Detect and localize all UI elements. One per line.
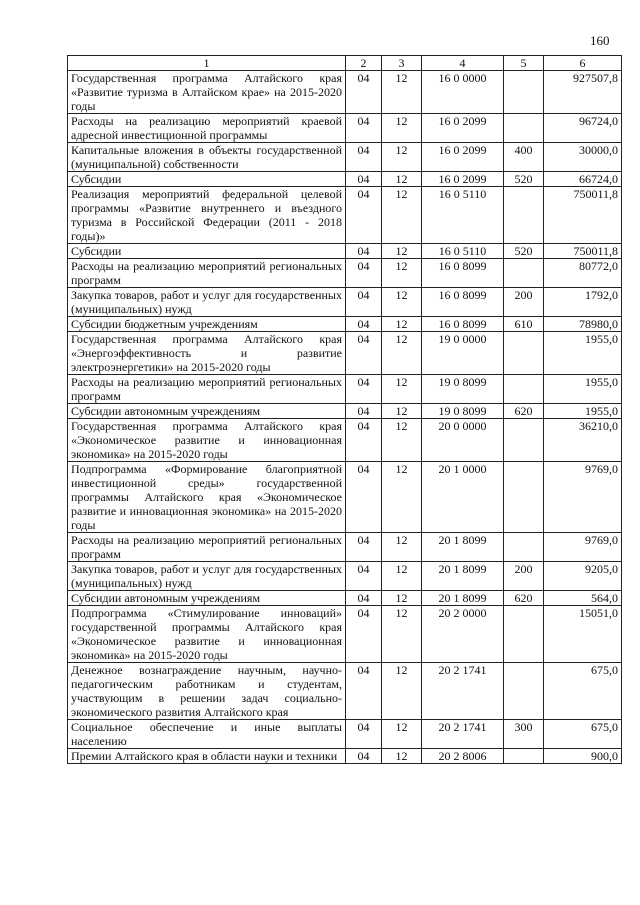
section-code-cell: 04 [346,375,382,404]
target-article-cell: 16 0 5110 [422,244,504,259]
expense-type-cell [504,332,544,375]
budget-table [67,55,622,764]
section-code-cell: 04 [346,462,382,533]
target-article-cell: 16 0 5110 [422,187,504,244]
section-code-cell: 04 [346,172,382,187]
table-row [68,187,622,244]
target-article-cell: 20 1 8099 [422,591,504,606]
target-article-cell: 20 2 1741 [422,663,504,720]
subsection-code-cell: 12 [382,317,422,332]
expense-type-cell [504,114,544,143]
subsection-code-cell: 12 [382,591,422,606]
amount-cell: 96724,0 [544,114,622,143]
expense-type-cell [504,533,544,562]
item-name-cell: Субсидии [68,244,346,259]
target-article-cell: 16 0 0000 [422,71,504,114]
item-name-cell: Денежное вознаграждение научным, научно-педагогическим работникам и студентам, участвующим в решении задач социально-экономического развития Алтайского края [68,663,346,720]
section-code-cell: 04 [346,533,382,562]
amount-cell: 36210,0 [544,419,622,462]
table-row [68,462,622,533]
amount-cell: 675,0 [544,663,622,720]
section-code-cell: 04 [346,591,382,606]
section-code-cell: 04 [346,288,382,317]
table-row [68,375,622,404]
item-name-cell: Капитальные вложения в объекты государственной (муниципальной) собственности [68,143,346,172]
table-row [68,562,622,591]
item-name-cell: Расходы на реализацию мероприятий региональных программ [68,533,346,562]
section-code-cell: 04 [346,663,382,720]
expense-type-cell [504,419,544,462]
table-row [68,663,622,720]
expense-type-cell: 610 [504,317,544,332]
subsection-code-cell: 12 [382,606,422,663]
column-header: 6 [544,56,622,71]
section-code-cell: 04 [346,562,382,591]
table-header-row [68,56,622,71]
table-row [68,606,622,663]
amount-cell: 900,0 [544,749,622,764]
amount-cell: 30000,0 [544,143,622,172]
amount-cell: 750011,8 [544,244,622,259]
target-article-cell: 20 1 8099 [422,533,504,562]
target-article-cell: 16 0 8099 [422,317,504,332]
subsection-code-cell: 12 [382,749,422,764]
subsection-code-cell: 12 [382,143,422,172]
table-row [68,332,622,375]
column-header: 1 [68,56,346,71]
table-row [68,749,622,764]
amount-cell: 564,0 [544,591,622,606]
subsection-code-cell: 12 [382,332,422,375]
table-row [68,71,622,114]
target-article-cell: 20 0 0000 [422,419,504,462]
expense-type-cell [504,606,544,663]
section-code-cell: 04 [346,259,382,288]
table-row [68,114,622,143]
target-article-cell: 20 2 0000 [422,606,504,663]
item-name-cell: Подпрограмма «Стимулирование инноваций» государственной программы Алтайского края «Экономическое развитие и инновационная экономика» на 2015-2020 годы [68,606,346,663]
item-name-cell: Закупка товаров, работ и услуг для государственных (муниципальных) нужд [68,288,346,317]
table-row [68,172,622,187]
subsection-code-cell: 12 [382,404,422,419]
column-header: 4 [422,56,504,71]
item-name-cell: Субсидии автономным учреждениям [68,591,346,606]
item-name-cell: Субсидии [68,172,346,187]
section-code-cell: 04 [346,244,382,259]
subsection-code-cell: 12 [382,462,422,533]
subsection-code-cell: 12 [382,375,422,404]
item-name-cell: Расходы на реализацию мероприятий региональных программ [68,375,346,404]
amount-cell: 1792,0 [544,288,622,317]
target-article-cell: 16 0 2099 [422,114,504,143]
section-code-cell: 04 [346,114,382,143]
subsection-code-cell: 12 [382,259,422,288]
expense-type-cell [504,462,544,533]
expense-type-cell: 520 [504,172,544,187]
expense-type-cell: 620 [504,591,544,606]
table-row [68,720,622,749]
subsection-code-cell: 12 [382,187,422,244]
table-row [68,419,622,462]
section-code-cell: 04 [346,749,382,764]
section-code-cell: 04 [346,143,382,172]
target-article-cell: 16 0 8099 [422,259,504,288]
subsection-code-cell: 12 [382,533,422,562]
target-article-cell: 16 0 2099 [422,143,504,172]
subsection-code-cell: 12 [382,288,422,317]
amount-cell: 1955,0 [544,332,622,375]
table-row [68,317,622,332]
amount-cell: 1955,0 [544,404,622,419]
amount-cell: 66724,0 [544,172,622,187]
expense-type-cell: 520 [504,244,544,259]
table-row [68,244,622,259]
page-number: 160 [590,33,610,48]
subsection-code-cell: 12 [382,562,422,591]
item-name-cell: Социальное обеспечение и иные выплаты населению [68,720,346,749]
expense-type-cell [504,259,544,288]
section-code-cell: 04 [346,419,382,462]
item-name-cell: Государственная программа Алтайского края «Экономическое развитие и инновационная экономика» на 2015-2020 годы [68,419,346,462]
target-article-cell: 20 2 1741 [422,720,504,749]
item-name-cell: Государственная программа Алтайского края «Энергоэффективность и развитие электроэнергетики» на 2015-2020 годы [68,332,346,375]
section-code-cell: 04 [346,187,382,244]
section-code-cell: 04 [346,317,382,332]
expense-type-cell [504,663,544,720]
expense-type-cell [504,749,544,764]
amount-cell: 9769,0 [544,462,622,533]
target-article-cell: 20 2 8006 [422,749,504,764]
expense-type-cell [504,375,544,404]
section-code-cell: 04 [346,332,382,375]
item-name-cell: Субсидии бюджетным учреждениям [68,317,346,332]
amount-cell: 750011,8 [544,187,622,244]
table-row [68,259,622,288]
target-article-cell: 20 1 0000 [422,462,504,533]
item-name-cell: Премии Алтайского края в области науки и техники [68,749,346,764]
amount-cell: 78980,0 [544,317,622,332]
target-article-cell: 16 0 2099 [422,172,504,187]
item-name-cell: Реализация мероприятий федеральной целевой программы «Развитие внутреннего и въездного туризма в Российской Федерации (2011 - 2018 годы)» [68,187,346,244]
amount-cell: 80772,0 [544,259,622,288]
table-body [68,71,622,764]
expense-type-cell: 300 [504,720,544,749]
expense-type-cell: 200 [504,288,544,317]
amount-cell: 9205,0 [544,562,622,591]
column-header: 3 [382,56,422,71]
table-row [68,143,622,172]
column-header: 5 [504,56,544,71]
amount-cell: 675,0 [544,720,622,749]
subsection-code-cell: 12 [382,114,422,143]
table-row [68,404,622,419]
table-row [68,288,622,317]
section-code-cell: 04 [346,404,382,419]
column-header: 2 [346,56,382,71]
table-row [68,533,622,562]
subsection-code-cell: 12 [382,419,422,462]
section-code-cell: 04 [346,720,382,749]
item-name-cell: Подпрограмма «Формирование благоприятной инвестиционной среды» государственной программы Алтайского края «Экономическое развитие и инновационная экономика» на 2015-2020 годы [68,462,346,533]
target-article-cell: 16 0 8099 [422,288,504,317]
section-code-cell: 04 [346,71,382,114]
section-code-cell: 04 [346,606,382,663]
target-article-cell: 19 0 8099 [422,375,504,404]
item-name-cell: Государственная программа Алтайского края «Развитие туризма в Алтайском крае» на 2015-2020 годы [68,71,346,114]
subsection-code-cell: 12 [382,71,422,114]
item-name-cell: Субсидии автономным учреждениям [68,404,346,419]
target-article-cell: 19 0 8099 [422,404,504,419]
subsection-code-cell: 12 [382,244,422,259]
item-name-cell: Расходы на реализацию мероприятий региональных программ [68,259,346,288]
expense-type-cell: 400 [504,143,544,172]
expense-type-cell: 200 [504,562,544,591]
amount-cell: 1955,0 [544,375,622,404]
expense-type-cell [504,71,544,114]
table-row [68,591,622,606]
item-name-cell: Расходы на реализацию мероприятий краевой адресной инвестиционной программы [68,114,346,143]
target-article-cell: 20 1 8099 [422,562,504,591]
expense-type-cell [504,187,544,244]
amount-cell: 927507,8 [544,71,622,114]
subsection-code-cell: 12 [382,663,422,720]
item-name-cell: Закупка товаров, работ и услуг для государственных (муниципальных) нужд [68,562,346,591]
expense-type-cell: 620 [504,404,544,419]
amount-cell: 9769,0 [544,533,622,562]
target-article-cell: 19 0 0000 [422,332,504,375]
subsection-code-cell: 12 [382,172,422,187]
subsection-code-cell: 12 [382,720,422,749]
amount-cell: 15051,0 [544,606,622,663]
